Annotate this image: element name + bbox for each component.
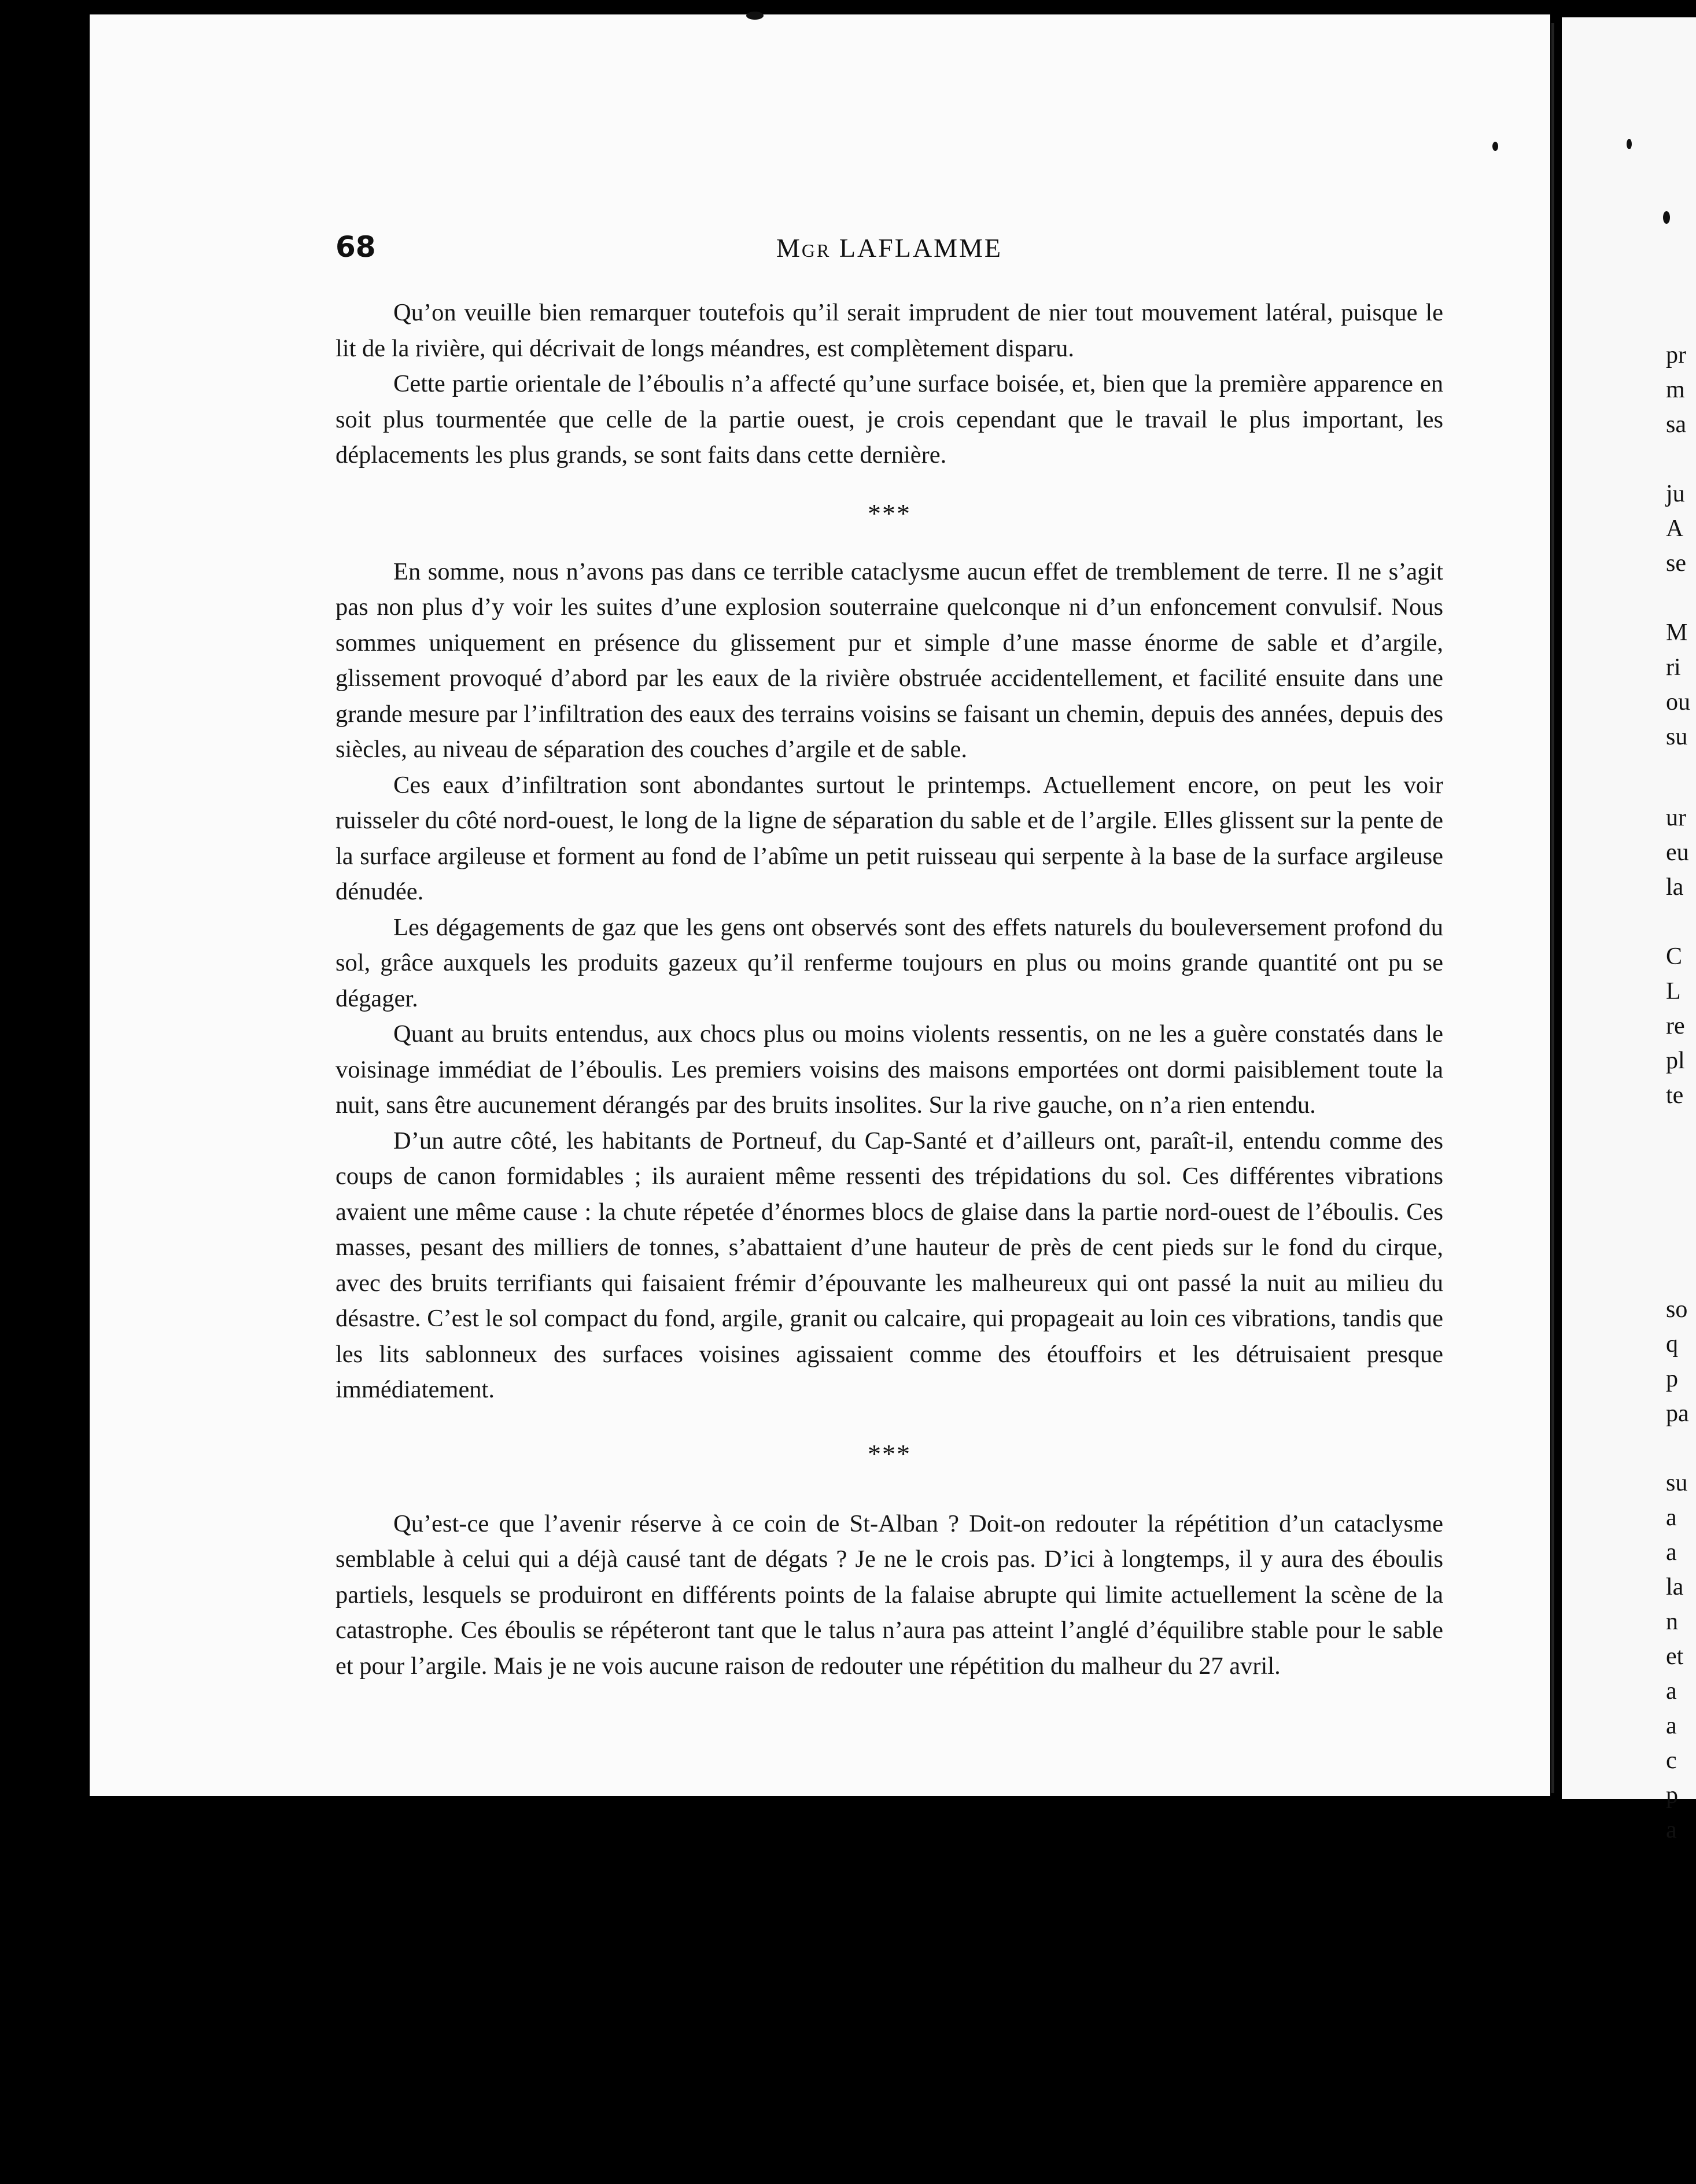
text-fragment: sa <box>1666 411 1686 438</box>
text-fragment: A <box>1666 515 1684 542</box>
text-fragment: la <box>1666 874 1684 901</box>
text-fragment: ou <box>1666 689 1690 715</box>
text-fragment: C <box>1666 943 1683 970</box>
scan-speck <box>1492 142 1498 151</box>
text-fragment: pl <box>1666 1047 1685 1074</box>
scan-speck <box>1627 139 1632 149</box>
text-fragment: q <box>1666 1331 1678 1357</box>
text-fragment: la <box>1666 1574 1684 1600</box>
text-fragment: n <box>1666 1609 1678 1635</box>
paragraph: Les dégagements de gaz que les gens ont observés sont des effets naturels du bouleversement profond du sol, grâce auxquels les produits gazeux qu’il renferme toujours en plus ou moins grande quantité ont pu se dégager. <box>335 913 1443 1012</box>
text-fragment: m <box>1666 377 1685 403</box>
text-fragment: a <box>1666 1539 1677 1566</box>
paragraph: Quant au bruits entendus, aux chocs plus ou moins violents ressentis, on ne les a guère constatés dans le voisinage immédiat de l’éboulis. Les premiers voisins des maisons emportées ont dormi paisiblement toute la nuit, sans être aucunement dérangés par des bruits insolites. Sur la rive gauche, on n’a rien entendu. <box>335 1020 1443 1119</box>
text-fragment: a <box>1666 1713 1677 1739</box>
paragraph: D’un autre côté, les habitants de Portneuf, du Cap-Santé et d’ailleurs ont, paraît-il, entendu comme des coups de canon formidables ; ils auraient même ressenti des trépidations du sol. Ces différentes vibrations avaient une même cause : la chute répetée d’énormes blocs de glaise dans la partie nord-ouest de l’éboulis. Ces masses, pesant des milliers de tonnes, s’abattaient d’une hauteur de près de cent pieds sur le fond du cirque, avec des bruits terrifiants qui faisaient frémir d’épouvante les malheureux qui ont passé la nuit au milieu du désastre. C’est le sol compact du fond, argile, granit ou calcaire, qui propageait au loin ces vibrations, tandis que les lits sablonneux des surfaces voisines agissaient comme des étouffoirs et les détruisaient presque immédiatement. <box>335 1127 1443 1403</box>
text-fragment: pa <box>1666 1400 1689 1427</box>
text-fragment: eu <box>1666 839 1689 866</box>
text-fragment: p <box>1666 1782 1678 1809</box>
body-text <box>335 295 1443 1684</box>
text-fragment: ju <box>1666 481 1685 507</box>
paragraph: Qu’on veuille bien remarquer toutefois qu’il serait imprudent de nier tout mouvement latéral, puisque le lit de la rivière, qui décrivait de longs méandres, est complètement disparu. <box>335 299 1443 362</box>
text-fragment: su <box>1666 724 1688 750</box>
section-separator: *** <box>868 1438 911 1469</box>
text-fragment: so <box>1666 1296 1688 1323</box>
text-fragment: se <box>1666 550 1686 577</box>
text-fragment: su <box>1666 1470 1688 1496</box>
paragraph: Qu’est-ce que l’avenir réserve à ce coin de St-Alban ? Doit-on redouter la répétition d’un cataclysme semblable à celui qui a déjà causé tant de dégats ? Je ne le crois pas. D’ici à longtemps, il y aura des éboulis partiels, lesquels se produiront en différents points de la falaise abrupte qui limite actuellement la scène de la catastrophe. Ces éboulis se répéteront tant que le talus n’aura pas atteint l’anglé d’équilibre stable pour le sable et pour l’argile. Mais je ne vois aucune raison de redouter une répétition du malheur du 27 avril. <box>335 1510 1443 1680</box>
running-head: Mgr LAFLAMME <box>776 233 1002 263</box>
paragraph: Ces eaux d’infiltration sont abondantes surtout le printemps. Actuellement encore, on peut les voir ruisseler du côté nord-ouest, le long de la ligne de séparation du sable et de l’argile. Elles glissent sur la pente de la surface argileuse et forment au fond de l’abîme un petit ruisseau qui serpente à la base de la surface argileuse dénudée. <box>335 771 1443 905</box>
text-fragment: M <box>1666 619 1688 646</box>
adjacent-page-fragments <box>1666 0 1696 1843</box>
section-separator: *** <box>868 498 911 528</box>
scan-border <box>0 1799 1696 2184</box>
text-fragment: a <box>1666 1678 1677 1705</box>
page-gutter <box>1551 23 1554 1793</box>
text-fragment: ri <box>1666 654 1681 681</box>
text-fragment: c <box>1666 1747 1677 1774</box>
text-fragment: a <box>1666 1817 1677 1843</box>
text-fragment: te <box>1666 1082 1684 1109</box>
scan-speck <box>746 12 764 20</box>
text-fragment: ur <box>1666 805 1686 831</box>
text-fragment: a <box>1666 1504 1677 1531</box>
page-header <box>335 230 1443 265</box>
text-fragment: et <box>1666 1643 1684 1670</box>
page-number: 68 <box>335 230 376 264</box>
text-fragment: L <box>1666 978 1681 1005</box>
text-fragment: re <box>1666 1013 1685 1039</box>
paragraph: En somme, nous n’avons pas dans ce terrible cataclysme aucun effet de tremblement de terre. Il ne s’agit pas non plus d’y voir les suites d’une explosion souterraine quelconque ni d’un enfoncement convulsif. Nous sommes uniquement en présence du glissement pur et simple d’une masse énorme de sable et d’argile, glissement provoqué d’abord par les eaux de la rivière obstruée accidentellement, et facilité ensuite dans une grande mesure par l’infiltration des eaux des terrains voisins se faisant un chemin, depuis des années, depuis des siècles, au niveau de séparation des couches d’argile et de sable. <box>335 558 1443 763</box>
text-fragment: p <box>1666 1366 1678 1392</box>
paragraph: Cette partie orientale de l’éboulis n’a affecté qu’une surface boisée, et, bien que la première apparence en soit plus tourmentée que celle de la partie ouest, je crois cependant que le travail le plus important, les déplacements les plus grands, se sont faits dans cette dernière. <box>335 370 1443 468</box>
text-fragment: pr <box>1666 342 1686 368</box>
